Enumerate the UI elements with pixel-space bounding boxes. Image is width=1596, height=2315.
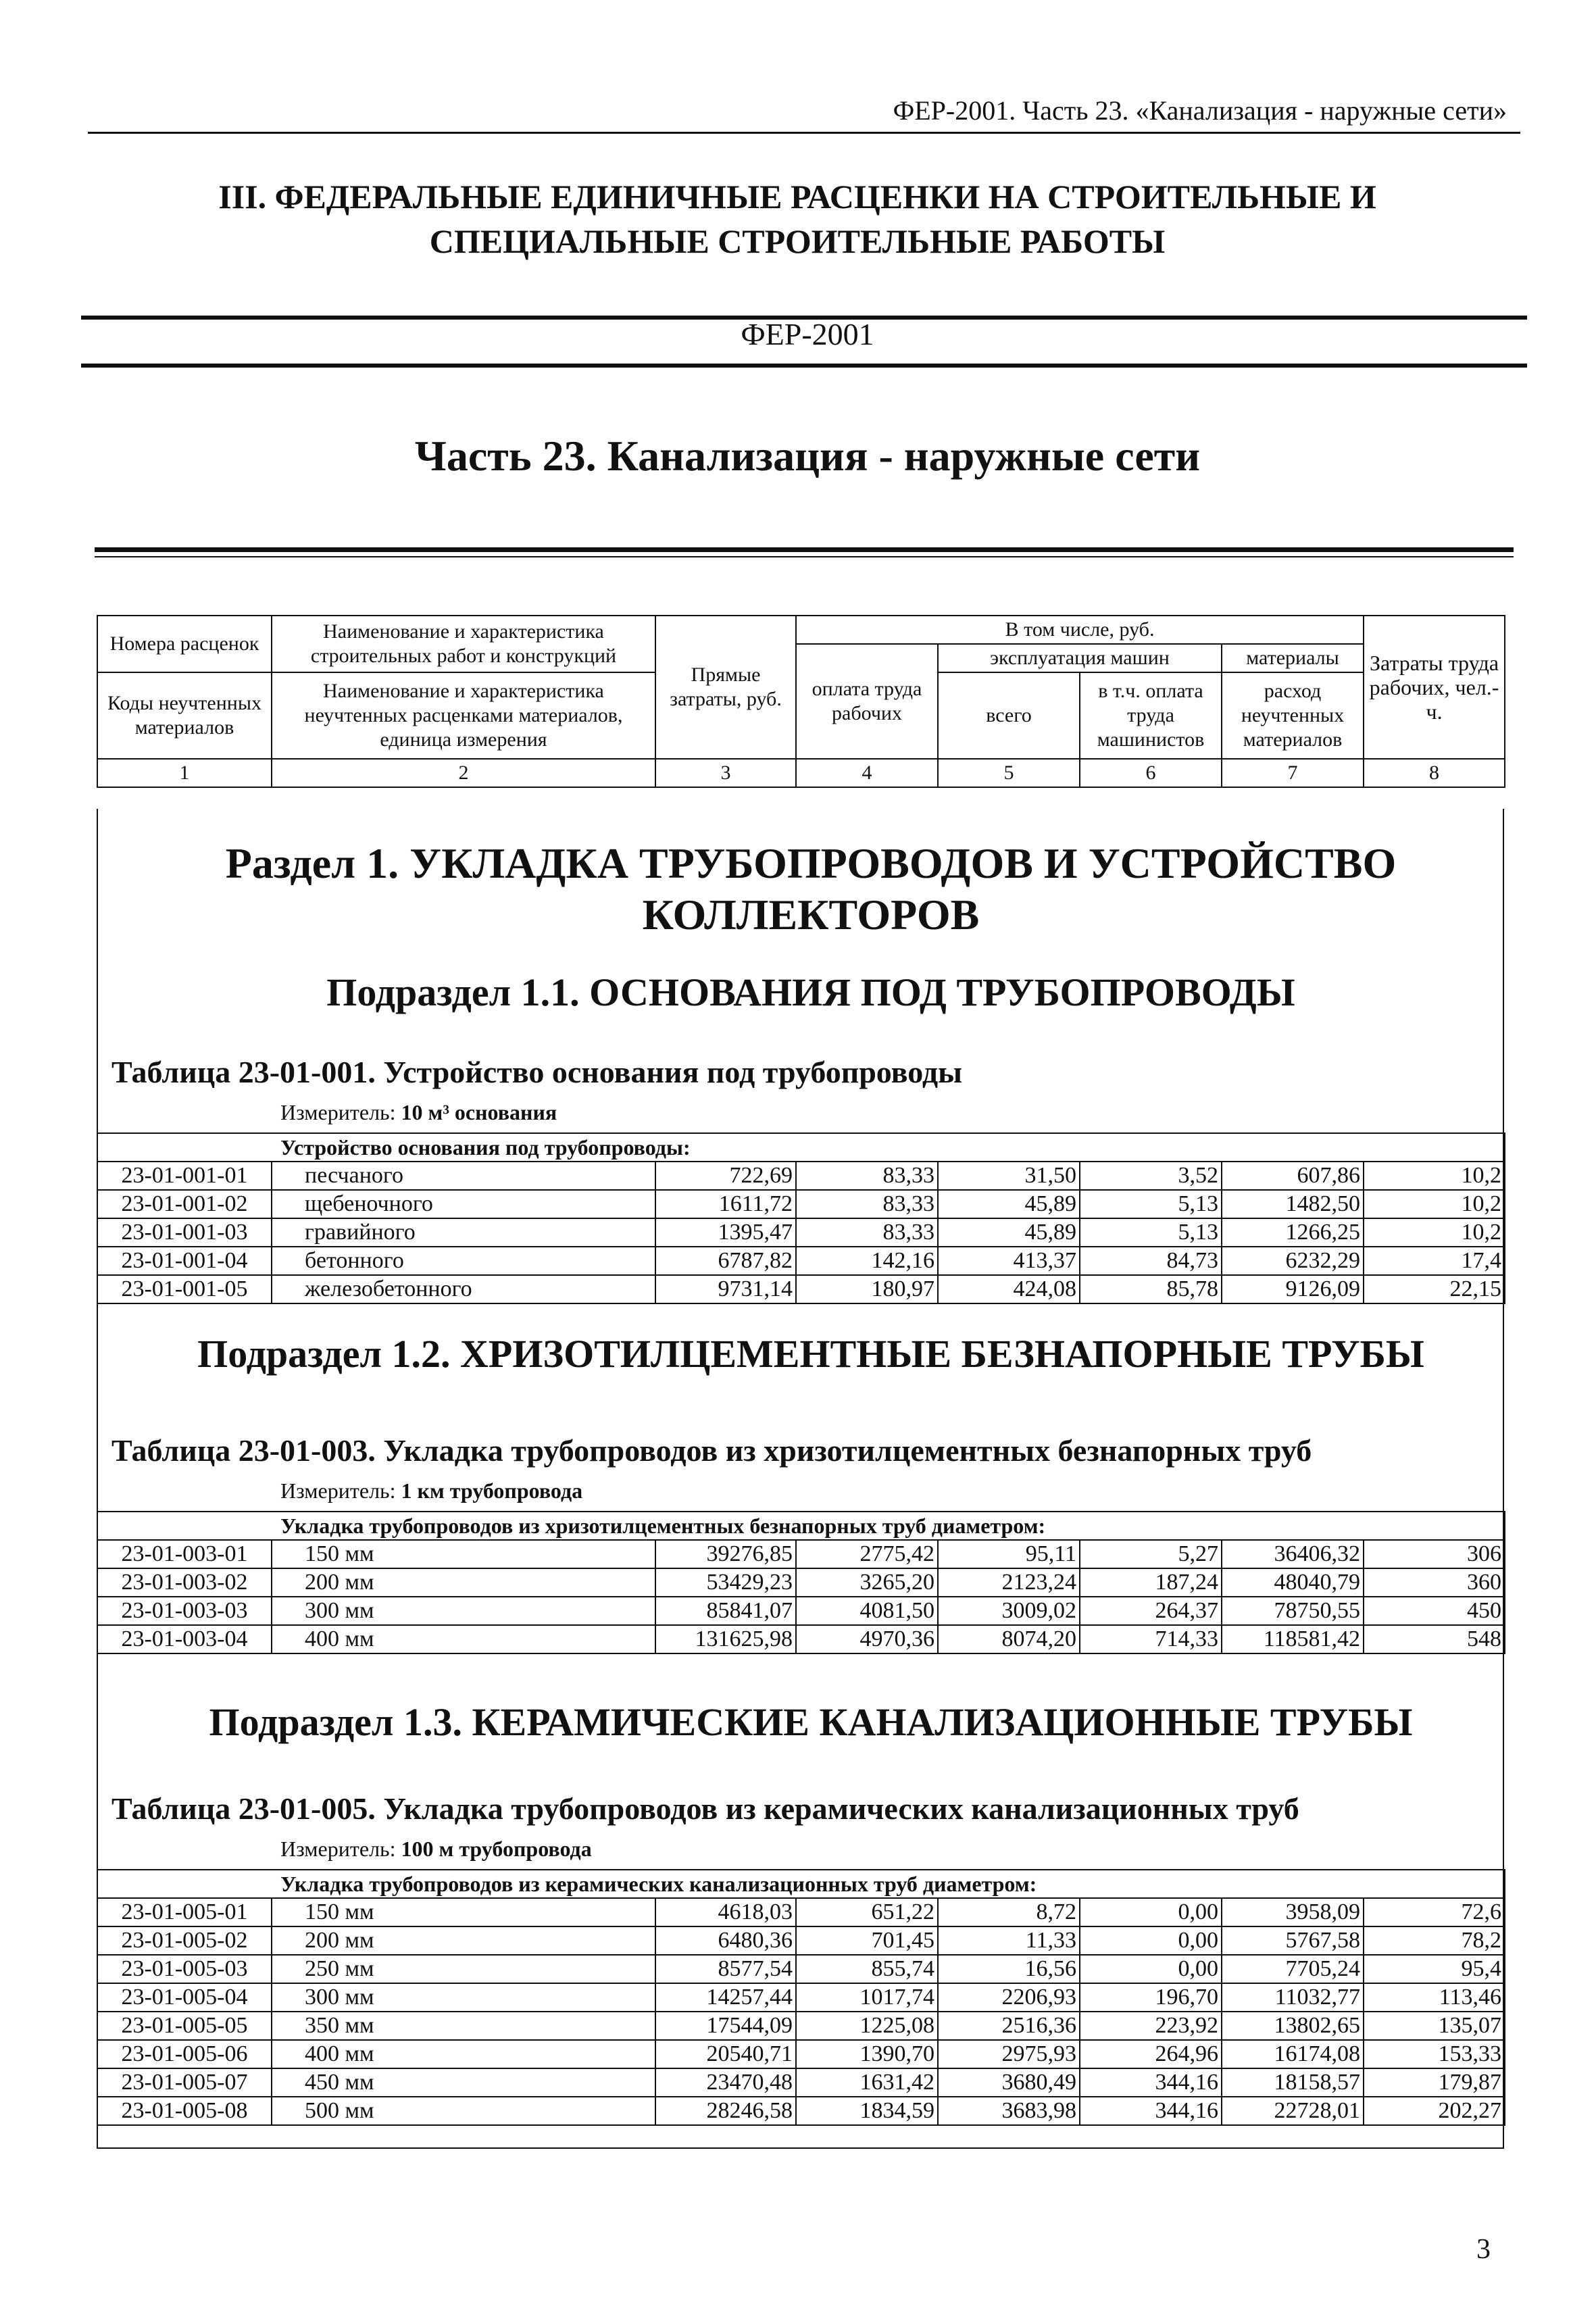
value-cell: 6787,82 [655, 1247, 796, 1275]
col-name-top: Наименование и характеристика строительных работ и конструкций [272, 616, 655, 672]
measure-label: Измеритель: [280, 1478, 401, 1503]
value-cell: 223,92 [1080, 2012, 1222, 2040]
value-cell: 701,45 [796, 1926, 938, 1955]
value-cell: 83,33 [796, 1190, 938, 1218]
col-machines-total: всего [938, 672, 1080, 759]
work-name-cell: 200 мм [272, 1568, 655, 1597]
value-cell: 118581,42 [1222, 1625, 1364, 1653]
col-name-bottom: Наименование и характеристика неучтенных расценками материалов, единица измерения [272, 672, 655, 759]
value-cell: 4970,36 [796, 1625, 938, 1653]
value-cell: 31,50 [938, 1162, 1080, 1190]
work-name-cell: 400 мм [272, 2040, 655, 2068]
rate-code-cell: 23-01-005-05 [97, 2012, 272, 2040]
value-cell: 9731,14 [655, 1275, 796, 1303]
col-codes-top: Номера расценок [97, 616, 272, 672]
value-cell: 48040,79 [1222, 1568, 1364, 1597]
rate-code-cell: 23-01-001-04 [97, 1247, 272, 1275]
work-name-cell: 200 мм [272, 1926, 655, 1955]
value-cell: 8577,54 [655, 1955, 796, 1983]
value-cell: 22728,01 [1222, 2097, 1364, 2125]
table-1-group: Устройство основания под трубопроводы: [97, 1133, 1505, 1162]
value-cell: 360 [1364, 1568, 1505, 1597]
measure-value: 1 км трубопровода [401, 1478, 583, 1503]
value-cell: 135,07 [1364, 2012, 1505, 2040]
value-cell: 2975,93 [938, 2040, 1080, 2068]
col-number: 8 [1364, 759, 1505, 787]
col-number: 2 [272, 759, 655, 787]
value-cell: 11032,77 [1222, 1983, 1364, 2012]
value-cell: 17,4 [1364, 1247, 1505, 1275]
value-cell: 1390,70 [796, 2040, 938, 2068]
value-cell: 85,78 [1080, 1275, 1222, 1303]
work-name-cell: щебеночного [272, 1190, 655, 1218]
value-cell: 113,46 [1364, 1983, 1505, 2012]
table-group-row [97, 1870, 1505, 1898]
value-cell: 5,13 [1080, 1190, 1222, 1218]
col-number: 1 [97, 759, 272, 787]
value-cell: 4081,50 [796, 1597, 938, 1625]
value-cell: 78,2 [1364, 1926, 1505, 1955]
work-name-cell: 250 мм [272, 1955, 655, 1983]
table-3-group: Укладка трубопроводов из керамических канализационных труб диаметром: [97, 1870, 1505, 1898]
table-3-body [97, 1898, 1505, 2125]
measure-label: Измеритель: [280, 1837, 401, 1861]
value-cell: 0,00 [1080, 1898, 1222, 1926]
table-row [97, 1162, 1505, 1190]
value-cell: 18158,57 [1222, 2068, 1364, 2097]
table-row [97, 1190, 1505, 1218]
value-cell: 344,16 [1080, 2068, 1222, 2097]
value-cell: 6480,36 [655, 1926, 796, 1955]
value-cell: 714,33 [1080, 1625, 1222, 1653]
work-name-cell: 400 мм [272, 1625, 655, 1653]
work-name-cell: 300 мм [272, 1983, 655, 2012]
value-cell: 344,16 [1080, 2097, 1222, 2125]
table-2-group: Укладка трубопроводов из хризотилцементных безнапорных труб диаметром: [97, 1512, 1505, 1540]
value-cell: 855,74 [796, 1955, 938, 1983]
value-cell: 1266,25 [1222, 1218, 1364, 1247]
table-1 [97, 1132, 1505, 1304]
col-number: 5 [938, 759, 1080, 787]
value-cell: 264,37 [1080, 1597, 1222, 1625]
value-cell: 2123,24 [938, 1568, 1080, 1597]
table-row [97, 2012, 1505, 2040]
value-cell: 16,56 [938, 1955, 1080, 1983]
value-cell: 36406,32 [1222, 1540, 1364, 1568]
value-cell: 7705,24 [1222, 1955, 1364, 1983]
work-name-cell: 300 мм [272, 1597, 655, 1625]
value-cell: 424,08 [938, 1275, 1080, 1303]
table-row [97, 1540, 1505, 1568]
value-cell: 153,33 [1364, 2040, 1505, 2068]
value-cell: 264,96 [1080, 2040, 1222, 2068]
value-cell: 13802,65 [1222, 2012, 1364, 2040]
part-title [108, 174, 1487, 264]
table-row [97, 1275, 1505, 1303]
table-2 [97, 1511, 1505, 1654]
value-cell: 3680,49 [938, 2068, 1080, 2097]
subsection-2-title: Подраздел 1.2. ХРИЗОТИЛЦЕМЕНТНЫЕ БЕЗНАПОРНЫЕ ТРУБЫ [197, 1332, 1424, 1376]
work-name-cell: 350 мм [272, 2012, 655, 2040]
value-cell: 179,87 [1364, 2068, 1505, 2097]
value-cell: 11,33 [938, 1926, 1080, 1955]
value-cell: 0,00 [1080, 1926, 1222, 1955]
rate-code-cell: 23-01-001-01 [97, 1162, 272, 1190]
value-cell: 3009,02 [938, 1597, 1080, 1625]
value-cell: 5,27 [1080, 1540, 1222, 1568]
value-cell: 607,86 [1222, 1162, 1364, 1190]
part-rule-1 [95, 547, 1514, 552]
value-cell: 6232,29 [1222, 1247, 1364, 1275]
table-row [97, 1898, 1505, 1926]
value-cell: 45,89 [938, 1218, 1080, 1247]
table-2-body [97, 1540, 1505, 1653]
fer-rule-bottom [81, 364, 1527, 368]
table-row [97, 1955, 1505, 1983]
value-cell: 142,16 [796, 1247, 938, 1275]
table-3-title: Таблица 23-01-005. Укладка трубопроводов из керамических канализационных труб [111, 1791, 1299, 1826]
rate-code-cell: 23-01-001-05 [97, 1275, 272, 1303]
value-cell: 72,6 [1364, 1898, 1505, 1926]
table-row [97, 1218, 1505, 1247]
table-group-row [97, 1133, 1505, 1162]
table-row [97, 1625, 1505, 1653]
rate-code-cell: 23-01-005-08 [97, 2097, 272, 2125]
value-cell: 16174,08 [1222, 2040, 1364, 2068]
col-number: 4 [796, 759, 938, 787]
table-2-title: Таблица 23-01-003. Укладка трубопроводов из хризотилцементных безнапорных труб [111, 1433, 1312, 1468]
col-machines: эксплуатация машин [938, 644, 1222, 672]
fer-label: ФЕР-2001 [741, 317, 874, 351]
value-cell: 3,52 [1080, 1162, 1222, 1190]
value-cell: 83,33 [796, 1162, 938, 1190]
rate-code-cell: 23-01-003-01 [97, 1540, 272, 1568]
subsection-1-title: Подраздел 1.1. ОСНОВАНИЯ ПОД ТРУБОПРОВОДЫ [326, 970, 1295, 1014]
rate-code-cell: 23-01-005-01 [97, 1898, 272, 1926]
value-cell: 2775,42 [796, 1540, 938, 1568]
value-cell: 180,97 [796, 1275, 938, 1303]
rate-code-cell: 23-01-005-06 [97, 2040, 272, 2068]
col-number: 7 [1222, 759, 1364, 787]
work-name-cell: 150 мм [272, 1540, 655, 1568]
value-cell: 5767,58 [1222, 1926, 1364, 1955]
value-cell: 23470,48 [655, 2068, 796, 2097]
value-cell: 28246,58 [655, 2097, 796, 2125]
col-materials-consumption: расход неучтенных материалов [1222, 672, 1364, 759]
rate-code-cell: 23-01-005-07 [97, 2068, 272, 2097]
value-cell: 131625,98 [655, 1625, 796, 1653]
columns-header-table [97, 615, 1505, 788]
value-cell: 9126,09 [1222, 1275, 1364, 1303]
table-group-row [97, 1512, 1505, 1540]
rate-code-cell: 23-01-001-03 [97, 1218, 272, 1247]
value-cell: 10,2 [1364, 1190, 1505, 1218]
table-1-title: Таблица 23-01-001. Устройство основания под трубопроводы [111, 1055, 963, 1089]
rate-code-cell: 23-01-005-02 [97, 1926, 272, 1955]
value-cell: 8074,20 [938, 1625, 1080, 1653]
rate-code-cell: 23-01-003-03 [97, 1597, 272, 1625]
value-cell: 1017,74 [796, 1983, 938, 2012]
value-cell: 22,15 [1364, 1275, 1505, 1303]
value-cell: 10,2 [1364, 1218, 1505, 1247]
running-header: ФЕР-2001. Часть 23. «Канализация - наружные сети» [893, 95, 1507, 126]
section-title-line2: КОЛЛЕКТОРОВ [642, 891, 980, 939]
rate-code-cell: 23-01-003-02 [97, 1568, 272, 1597]
value-cell: 0,00 [1080, 1955, 1222, 1983]
value-cell: 1482,50 [1222, 1190, 1364, 1218]
value-cell: 3265,20 [796, 1568, 938, 1597]
value-cell: 2516,36 [938, 2012, 1080, 2040]
col-labor-costs: Затраты труда рабочих, чел.-ч. [1364, 616, 1505, 759]
part-title-line2: СПЕЦИАЛЬНЫЕ СТРОИТЕЛЬНЫЕ РАБОТЫ [429, 222, 1166, 260]
value-cell: 3683,98 [938, 2097, 1080, 2125]
value-cell: 1395,47 [655, 1218, 796, 1247]
part-rule-2 [95, 556, 1514, 557]
col-materials: материалы [1222, 644, 1364, 672]
measure-value: 10 м³ основания [401, 1100, 557, 1124]
value-cell: 45,89 [938, 1190, 1080, 1218]
value-cell: 5,13 [1080, 1218, 1222, 1247]
work-name-cell: 500 мм [272, 2097, 655, 2125]
table-3 [97, 1869, 1505, 2126]
value-cell: 95,4 [1364, 1955, 1505, 1983]
value-cell: 1631,42 [796, 2068, 938, 2097]
page-number: 3 [1476, 2234, 1491, 2265]
work-name-cell: 150 мм [272, 1898, 655, 1926]
work-name-cell: 450 мм [272, 2068, 655, 2097]
value-cell: 17544,09 [655, 2012, 796, 2040]
value-cell: 187,24 [1080, 1568, 1222, 1597]
value-cell: 1834,59 [796, 2097, 938, 2125]
subsection-3-title: Подраздел 1.3. КЕРАМИЧЕСКИЕ КАНАЛИЗАЦИОННЫЕ ТРУБЫ [209, 1700, 1413, 1744]
rate-code-cell: 23-01-005-04 [97, 1983, 272, 2012]
value-cell: 10,2 [1364, 1162, 1505, 1190]
table-row [97, 1568, 1505, 1597]
table-row [97, 1926, 1505, 1955]
value-cell: 306 [1364, 1540, 1505, 1568]
value-cell: 4618,03 [655, 1898, 796, 1926]
value-cell: 14257,44 [655, 1983, 796, 2012]
col-codes-bottom: Коды неучтенных материалов [97, 672, 272, 759]
value-cell: 8,72 [938, 1898, 1080, 1926]
table-3-measure [280, 1837, 592, 1862]
measure-label: Измеритель: [280, 1100, 401, 1124]
value-cell: 1225,08 [796, 2012, 938, 2040]
col-number: 6 [1080, 759, 1222, 787]
value-cell: 202,27 [1364, 2097, 1505, 2125]
value-cell: 548 [1364, 1625, 1505, 1653]
value-cell: 651,22 [796, 1898, 938, 1926]
work-name-cell: железобетонного [272, 1275, 655, 1303]
value-cell: 450 [1364, 1597, 1505, 1625]
value-cell: 2206,93 [938, 1983, 1080, 2012]
measure-value: 100 м трубопровода [401, 1837, 592, 1861]
section-title-line1: Раздел 1. УКЛАДКА ТРУБОПРОВОДОВ И УСТРОЙСТВО [225, 839, 1397, 887]
table-row [97, 2040, 1505, 2068]
col-direct: Прямые затраты, руб. [655, 616, 796, 759]
column-numbers-row [97, 759, 1505, 787]
work-name-cell: гравийного [272, 1218, 655, 1247]
work-name-cell: песчаного [272, 1162, 655, 1190]
value-cell: 722,69 [655, 1162, 796, 1190]
table-row [97, 1597, 1505, 1625]
table-row [97, 1247, 1505, 1275]
work-name-cell: бетонного [272, 1247, 655, 1275]
value-cell: 78750,55 [1222, 1597, 1364, 1625]
table-row [97, 1983, 1505, 2012]
table-row [97, 2097, 1505, 2125]
value-cell: 413,37 [938, 1247, 1080, 1275]
rate-code-cell: 23-01-001-02 [97, 1190, 272, 1218]
value-cell: 53429,23 [655, 1568, 796, 1597]
value-cell: 3958,09 [1222, 1898, 1364, 1926]
rate-code-cell: 23-01-003-04 [97, 1625, 272, 1653]
table-2-measure [280, 1478, 582, 1503]
col-incl: В том числе, руб. [796, 616, 1364, 644]
col-machines-operators: в т.ч. оплата труда машинистов [1080, 672, 1222, 759]
part-name: Часть 23. Канализация - наружные сети [414, 432, 1201, 480]
value-cell: 39276,85 [655, 1540, 796, 1568]
value-cell: 20540,71 [655, 2040, 796, 2068]
section-title [108, 838, 1514, 941]
table-1-body [97, 1162, 1505, 1303]
col-number: 3 [655, 759, 796, 787]
table-row [97, 2068, 1505, 2097]
value-cell: 196,70 [1080, 1983, 1222, 2012]
value-cell: 1611,72 [655, 1190, 796, 1218]
rate-code-cell: 23-01-005-03 [97, 1955, 272, 1983]
col-labor: оплата труда рабочих [796, 644, 938, 759]
value-cell: 85841,07 [655, 1597, 796, 1625]
value-cell: 84,73 [1080, 1247, 1222, 1275]
table-1-measure [280, 1100, 557, 1125]
value-cell: 95,11 [938, 1540, 1080, 1568]
value-cell: 83,33 [796, 1218, 938, 1247]
part-title-line1: III. ФЕДЕРАЛЬНЫЕ ЕДИНИЧНЫЕ РАСЦЕНКИ НА СТРОИТЕЛЬНЫЕ И [218, 178, 1376, 216]
header-rule [88, 132, 1520, 134]
